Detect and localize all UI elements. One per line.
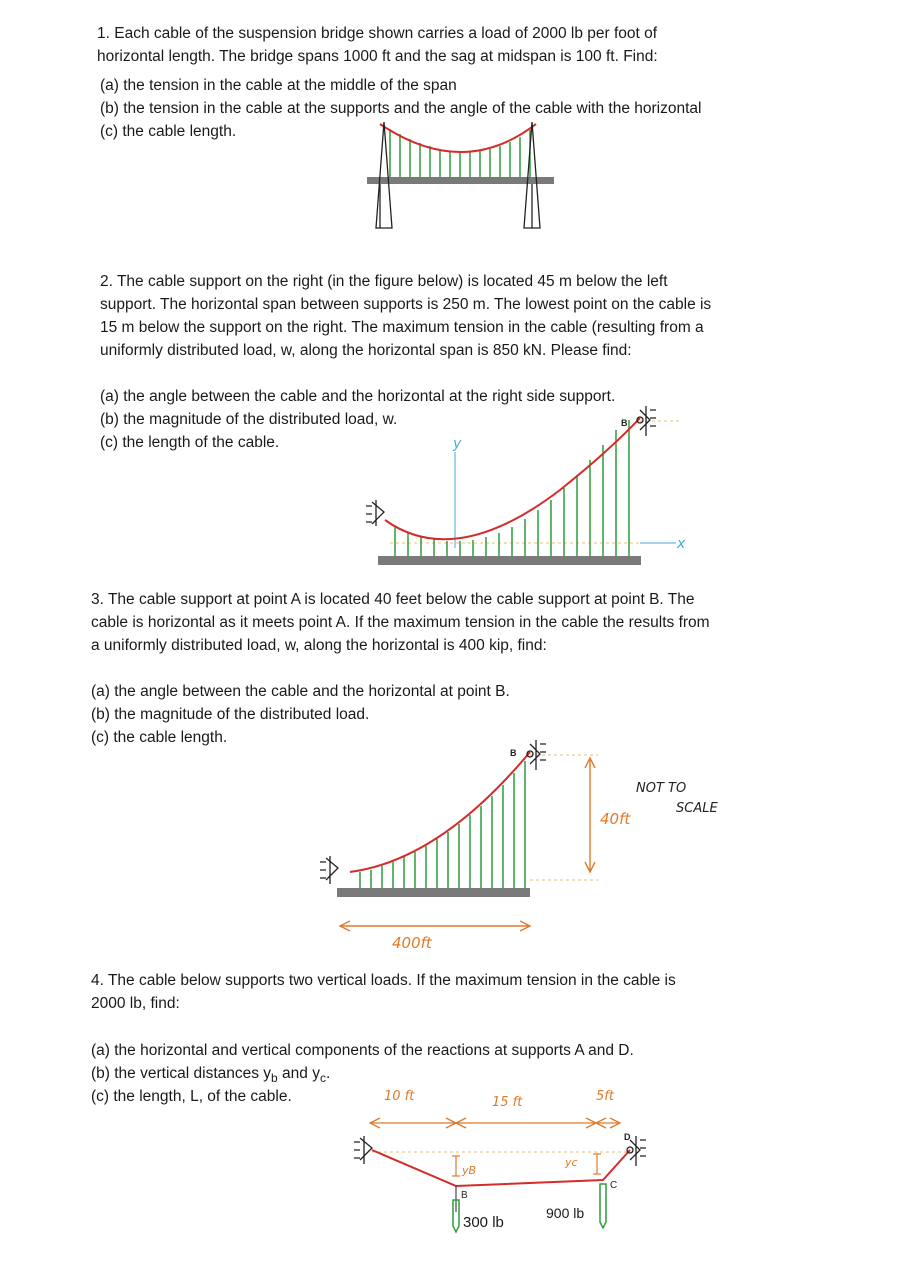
p3-cable [350,752,530,872]
p2-support-a [366,500,384,526]
p1-tower-left [376,122,392,228]
p4-intro-line1: 4. The cable below supports two vertical loads. If the maximum tension in the cable is [91,972,676,989]
p3-height-label: 40ft [600,810,631,828]
p1-cable [380,124,536,152]
p2-cable [385,418,640,539]
p3-span-arrow [340,921,530,931]
p2-label-b: B [621,418,628,428]
p1-part-b: (b) the tension in the cable at the supports and the angle of the cable with the horizontal [100,100,702,117]
p1-tower-right [524,122,540,228]
p1-deck [367,177,554,184]
p2-intro-line4: uniformly distributed load, w, along the horizontal span is 850 kN. Please find: [100,342,632,359]
p2-intro-line1: 2. The cable support on the right (in the figure below) is located 45 m below the left [100,273,668,290]
p4-label-d: D [624,1132,631,1142]
p4-part-b-sub2: c [319,1071,326,1086]
p3-part-a: (a) the angle between the cable and the horizontal at point B. [91,683,510,700]
p3-support-a [320,856,338,884]
p3-intro-line3: a uniformly distributed load, w, along the horizontal is 400 kip, find: [91,637,547,654]
p4-label-yb: yB [462,1164,477,1177]
p4-part-a: (a) the horizontal and vertical components of the reactions at supports A and D. [91,1042,634,1059]
p4-support-a [354,1136,372,1164]
p3-note-line1: NOT TO [636,781,687,796]
p4-part-b-mid: and y [277,1065,320,1082]
p4-label-b: B [461,1190,468,1201]
p2-intro-line2: support. The horizontal span between supports is 250 m. The lowest point on the cable is [100,296,712,313]
p4-load-b-arrow [453,1200,459,1232]
p2-label-x: x [677,536,686,552]
p3-part-c: (c) the cable length. [91,729,228,746]
p1-part-a: (a) the tension in the cable at the middle of the span [100,77,457,94]
p4-dim3: 5ft [596,1089,614,1104]
p2-label-y: y [453,436,462,452]
p4-part-b-pre: (b) the vertical distances y [91,1065,272,1082]
p2-support-b [637,406,656,436]
p1-hangers [390,129,530,178]
p3-deck [337,888,530,897]
p4-yc-marker [593,1154,601,1174]
p3-note-line2: SCALE [676,801,718,816]
p2-deck [378,556,641,565]
p4-load-b: 300 lb [463,1214,504,1231]
p4-dim2: 15 ft [492,1095,523,1110]
p3-height-arrow [585,758,595,872]
p4-dim1: 10 ft [384,1089,415,1104]
p4-cable [372,1150,630,1186]
p4-label-yc: yc [565,1156,578,1169]
p3-part-b: (b) the magnitude of the distributed load. [91,706,370,723]
p2-part-b: (b) the magnitude of the distributed load, w. [100,411,398,428]
p4-intro-line2: 2000 lb, find: [91,995,180,1012]
p4-part-b-end: . [325,1065,331,1082]
p2-intro-line3: 15 m below the support on the right. The maximum tension in the cable (resulting from a [100,319,704,336]
p4-dim-arrows [370,1118,620,1128]
p4-yb-marker [452,1156,460,1176]
p4-part-c: (c) the length, L, of the cable. [91,1088,292,1105]
p1-intro-line2: horizontal length. The bridge spans 1000 ft and the sag at midspan is 100 ft. Find: [97,48,658,65]
p3-span-label: 400ft [392,934,432,952]
p4-label-c: C [610,1180,618,1191]
p2-hangers [395,420,629,556]
p3-hangers [360,761,525,890]
p4-load-c-arrow [600,1184,606,1228]
p4-support-d [627,1136,646,1166]
p3-intro-line1: 3. The cable support at point A is located 40 feet below the cable support at point B. The [91,591,695,608]
p1-intro-line1: 1. Each cable of the suspension bridge shown carries a load of 2000 lb per foot of [97,25,658,42]
p3-label-b: B [510,748,517,758]
p1-part-c: (c) the cable length. [100,123,237,140]
p4-part-b-sub1: b [271,1071,278,1086]
p2-part-a: (a) the angle between the cable and the horizontal at the right side support. [100,388,616,405]
p4-load-c: 900 lb [546,1205,585,1221]
p2-part-c: (c) the length of the cable. [100,434,280,451]
p3-intro-line2: cable is horizontal as it meets point A. If the maximum tension in the cable the results from [91,614,710,631]
p3-support-b [527,740,546,770]
